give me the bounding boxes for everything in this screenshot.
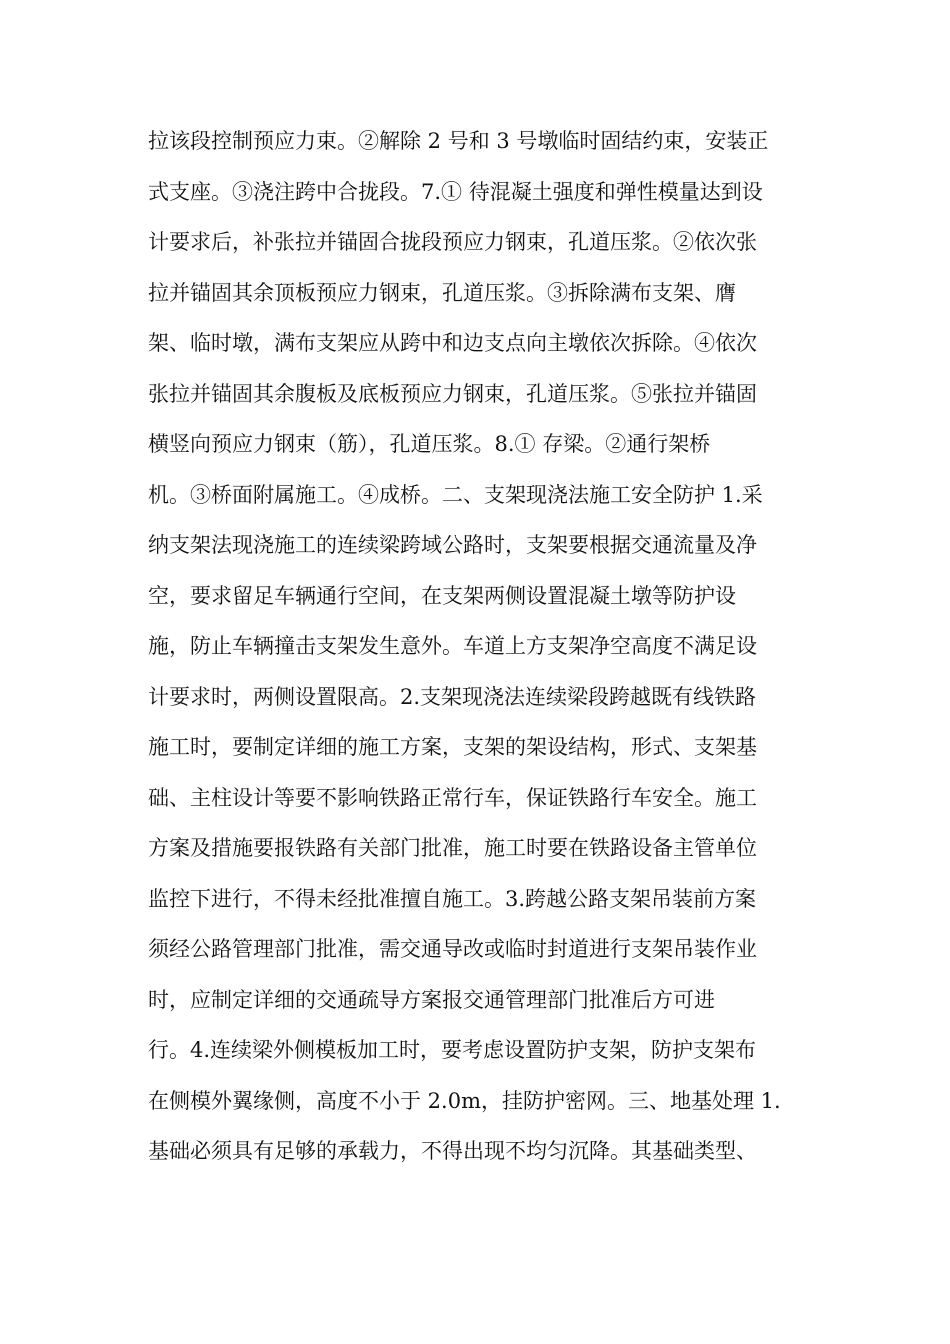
text-line: 基础必须具有足够的承载力，不得出现不均匀沉降。其基础类型、 (148, 1139, 757, 1163)
text-line: 在侧模外翼缘侧，高度不小于 2.0m，挂防护密网。三、地基处理 1. (148, 1088, 781, 1113)
body-text (148, 116, 808, 1177)
text-line: 纳支架法现浇施工的连续梁跨域公路时，支架要根据交通流量及净 (148, 533, 757, 557)
text-line: 方案及措施要报铁路有关部门批准，施工时要在铁路设备主管单位 (148, 836, 757, 860)
text-line: 架、临时墩，满布支架应从跨中和边支点向主墩依次拆除。④依次 (148, 331, 757, 355)
text-line: 拉并锚固其余顶板预应力钢束，孔道压浆。③拆除满布支架、膺 (148, 280, 736, 305)
text-line: 行。4.连续梁外侧模板加工时，要考虑设置防护支架，防护支架布 (148, 1038, 757, 1062)
text-line: 机。③桥面附属施工。④成桥。二、支架现浇法施工安全防护 1.采 (148, 482, 763, 507)
text-line: 须经公路管理部门批准，需交通导改或临时封道进行支架吊装作业 (148, 937, 757, 961)
text-line: 式支座。③浇注跨中合拢段。7.① 待混凝土强度和弹性模量达到设 (148, 179, 763, 204)
text-line: 计要求时，两侧设置限高。2.支架现浇法连续梁段跨越既有线铁路 (148, 684, 757, 709)
text-line: 时，应制定详细的交通疏导方案报交通管理部门批准后方可进 (148, 987, 715, 1012)
text-line: 张拉并锚固其余腹板及底板预应力钢束，孔道压浆。⑤张拉并锚固 (148, 381, 757, 406)
text-line: 拉该段控制预应力束。②解除 2 号和 3 号墩临时固结约束，安装正 (148, 129, 769, 153)
text-line: 施工时，要制定详细的施工方案，支架的架设结构，形式、支架基 (148, 735, 757, 759)
text-line: 监控下进行，不得未经批准擅自施工。3.跨越公路支架吊装前方案 (148, 886, 757, 911)
text-line: 计要求后，补张拉并锚固合拢段预应力钢束，孔道压浆。②依次张 (148, 230, 757, 254)
text-line: 横竖向预应力钢束（筋），孔道压浆。8.① 存梁。②通行架桥 (148, 432, 711, 456)
text-line: 础、主柱设计等要不影响铁路正常行车，保证铁路行车安全。施工 (148, 785, 757, 810)
text-line: 空，要求留足车辆通行空间，在支架两侧设置混凝土墩等防护设 (148, 583, 736, 608)
text-line: 施，防止车辆撞击支架发生意外。车道上方支架净空高度不满足设 (148, 634, 757, 658)
